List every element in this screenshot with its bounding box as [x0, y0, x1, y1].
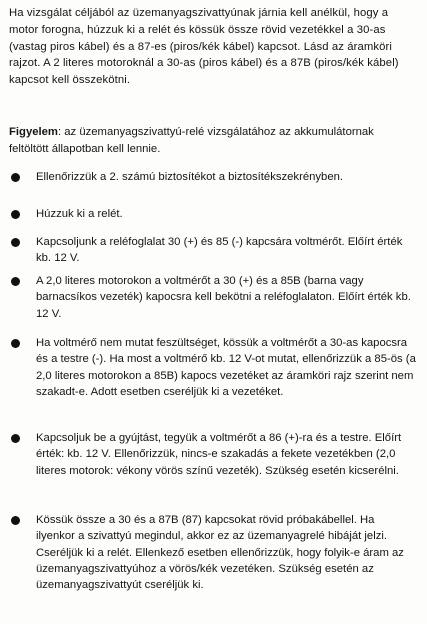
warning-paragraph	[9, 124, 414, 158]
list-item-text: Kapcsoljuk be a gyújtást, tegyük a voltmérőt a 86 (+)-ra és a testre. Előírt érték: kb. 12 V. Ellenőrizzük, nincs-e szakadás a fekete vezetékben (2,0 literes motorok: vékony vörös színű vezeték). Szükség esetén kicserélni.	[36, 432, 402, 477]
intro-paragraph: Ha vizsgálat céljából az üzemanyagszivattyúnak járnia kell anélkül, hogy a motor forogna, húzzuk ki a relét és kössük össze rövid vezetékkel a 30-as (vastag piros kábel) és a 87-es (piros/kék kábel) kapcsot. Lásd az áramköri rajzot. A 2 literes motoroknál a 30-as (piros kábel) és a 87B (piros/kék kábel) kapcsot kell összekötni.	[9, 7, 399, 87]
bullet-icon	[11, 210, 20, 219]
bullet-icon	[11, 516, 20, 525]
list-item-text: Kapcsoljunk a reléfoglalat 30 (+) és 85 (-) kapcsára voltmérőt. Előírt érték kb. 12 V.	[36, 236, 403, 265]
bullet-icon	[11, 277, 20, 286]
list-item-text: Ha voltmérő nem mutat feszültséget, kössük a voltmérőt a 30-as kapocsra és a testre (-). Ha most a voltmérő kb. 12 V-ot mutat, ellenőrizzük a 85-ös (a 2,0 literes motorokon a 85B) kapocs vezetéket az áramköri rajz szerint nem szakadt-e. Adott esetben cseréljük ki a vezetéket.	[36, 337, 416, 398]
warning-text: : az üzemanyagszivattyú-relé vizsgálatához az akkumulátornak feltöltött állapotban kell lennie.	[9, 126, 374, 155]
bullet-icon	[11, 238, 20, 247]
bullet-icon	[11, 434, 20, 443]
bullet-icon	[11, 339, 20, 348]
bullet-icon	[11, 173, 20, 182]
list-item-text: A 2,0 literes motorokon a voltmérőt a 30 (+) és a 85B (barna vagy barnacsíkos vezeték) kapocsra kell bekötni a reléfoglalaton. Előírt érték kb. 12 V.	[36, 275, 411, 320]
warning-label: Figyelem	[9, 126, 58, 138]
list-item-text: Húzzuk ki a relét.	[36, 208, 123, 220]
list-item-text: Kössük össze a 30 és a 87B (87) kapcsokat rövid próbakábellel. Ha ilyenkor a szivattyú megindul, akkor ez az üzemanyagrelé hibáját jelzi. Cseréljük ki a relét. Ellenkező esetben ellenőrizzük, hogy folyik-e áram az üzemanyagszivattyúhoz a vörös/kék vezetéken. Szükség esetén az üzemanyagszivattyút cseréljük ki.	[36, 514, 404, 592]
list-item-text: Ellenőrizzük a 2. számú biztosítékot a biztosítékszekrényben.	[36, 171, 344, 183]
